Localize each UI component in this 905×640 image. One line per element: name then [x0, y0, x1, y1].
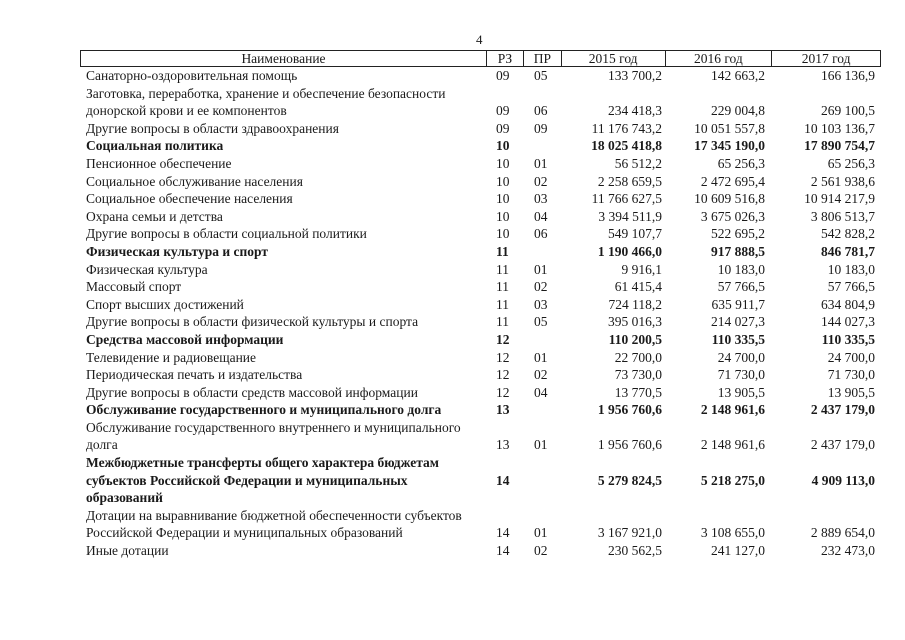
- row-rz: 13: [496, 402, 510, 418]
- row-2016: 24 700,0: [717, 349, 765, 365]
- table-row: [80, 225, 881, 243]
- row-2017: 2 889 654,0: [810, 525, 875, 541]
- row-pr: 06: [534, 103, 548, 119]
- row-2017: 10 183,0: [827, 261, 875, 277]
- table-row: [80, 296, 881, 314]
- table-row: [80, 349, 881, 367]
- row-pr: 01: [534, 525, 548, 541]
- row-2017: 4 909 113,0: [811, 472, 875, 488]
- table-row: [80, 85, 881, 120]
- row-rz: 10: [496, 191, 510, 207]
- table-row: [80, 454, 881, 507]
- row-2015: 234 418,3: [608, 103, 662, 119]
- row-rz: 14: [496, 543, 510, 559]
- row-pr: 02: [534, 543, 548, 559]
- row-2015: 230 562,5: [608, 543, 662, 559]
- row-rz: 10: [496, 138, 510, 154]
- table-row: [80, 366, 881, 384]
- row-pr: 02: [534, 367, 548, 383]
- row-pr: 03: [534, 296, 548, 312]
- row-2017: 144 027,3: [821, 314, 875, 330]
- table-row: [80, 137, 881, 155]
- row-2016: 917 888,5: [711, 243, 765, 259]
- row-2015: 1 190 466,0: [597, 243, 662, 259]
- row-pr: 02: [534, 279, 548, 295]
- row-2015: 395 016,3: [608, 314, 662, 330]
- row-2017: 24 700,0: [827, 349, 875, 365]
- header-name: Наименование: [81, 51, 487, 66]
- row-2015: 13 770,5: [614, 384, 662, 400]
- row-name: Иные дотации: [86, 543, 169, 559]
- table-row: [80, 401, 881, 419]
- row-2015: 73 730,0: [614, 367, 662, 383]
- row-rz: 11: [496, 279, 509, 295]
- row-rz: 11: [496, 314, 509, 330]
- table-row: [80, 120, 881, 138]
- row-name: Дотации на выравнивание бюджетной обеспеченности субъектов Российской Федерации и муниципальных образований: [86, 507, 462, 541]
- row-2015: 56 512,2: [614, 155, 662, 171]
- row-pr: 01: [534, 437, 548, 453]
- row-rz: 14: [496, 472, 510, 488]
- row-name: Другие вопросы в области физической культуры и спорта: [86, 314, 419, 330]
- header-pr: ПР: [524, 51, 562, 66]
- table-row: [80, 507, 881, 542]
- row-pr: 06: [534, 226, 548, 242]
- row-name: Социальная политика: [86, 138, 224, 154]
- table-row: [80, 67, 881, 85]
- row-2017: 166 136,9: [821, 68, 875, 83]
- row-name: Межбюджетные трансферты общего характера бюджетам субъектов Российской Федерации и муниципальных образований: [86, 455, 439, 506]
- row-pr: 02: [534, 173, 548, 189]
- row-rz: 09: [496, 120, 510, 136]
- budget-table: [80, 50, 881, 560]
- row-2017: 2 437 179,0: [810, 437, 875, 453]
- row-2016: 17 345 190,0: [694, 138, 765, 154]
- row-name: Заготовка, переработка, хранение и обеспечение безопасности донорской крови и ее компонентов: [86, 85, 446, 119]
- row-2016: 57 766,5: [717, 279, 765, 295]
- row-2015: 724 118,2: [608, 296, 662, 312]
- row-name: Социальное обслуживание населения: [86, 173, 303, 189]
- row-2015: 1 956 760,6: [597, 437, 662, 453]
- row-2015: 5 279 824,5: [597, 472, 662, 488]
- table-row: [80, 384, 881, 402]
- row-pr: 05: [534, 68, 548, 83]
- row-2017: 17 890 754,7: [804, 138, 875, 154]
- row-2017: 10 914 217,9: [804, 191, 875, 207]
- table-row: [80, 173, 881, 191]
- row-pr: 03: [534, 191, 548, 207]
- row-2016: 229 004,8: [711, 103, 765, 119]
- row-name: Физическая культура и спорт: [86, 243, 269, 259]
- row-rz: 09: [496, 103, 510, 119]
- row-2015: 61 415,4: [614, 279, 662, 295]
- row-2016: 13 905,5: [717, 384, 765, 400]
- row-2015: 3 394 511,9: [598, 208, 662, 224]
- row-name: Санаторно-оздоровительная помощь: [86, 68, 298, 83]
- page-number: 4: [476, 32, 483, 47]
- row-name: Средства массовой информации: [86, 331, 284, 347]
- row-name: Массовый спорт: [86, 279, 182, 295]
- table-row: [80, 331, 881, 349]
- row-2017: 2 437 179,0: [810, 402, 875, 418]
- row-pr: 05: [534, 314, 548, 330]
- table-body: [80, 67, 881, 560]
- row-2016: 214 027,3: [711, 314, 765, 330]
- row-2016: 10 609 516,8: [694, 191, 765, 207]
- row-2017: 232 473,0: [821, 543, 875, 559]
- row-rz: 10: [496, 208, 510, 224]
- row-rz: 12: [496, 384, 510, 400]
- row-rz: 10: [496, 173, 510, 189]
- table-row: [80, 190, 881, 208]
- row-2016: 65 256,3: [717, 155, 765, 171]
- row-pr: 04: [534, 384, 548, 400]
- row-2016: 2 148 961,6: [700, 402, 765, 418]
- row-2017: 269 100,5: [821, 103, 875, 119]
- table-row: [80, 278, 881, 296]
- row-rz: 12: [496, 367, 510, 383]
- row-name: Другие вопросы в области средств массовой информации: [86, 384, 418, 400]
- row-2016: 110 335,5: [711, 331, 765, 347]
- table-header: [80, 50, 881, 67]
- row-2015: 11 176 743,2: [591, 120, 662, 136]
- row-rz: 11: [496, 296, 509, 312]
- row-rz: 14: [496, 525, 510, 541]
- row-2017: 3 806 513,7: [810, 208, 875, 224]
- row-2015: 18 025 418,8: [591, 138, 662, 154]
- row-rz: 12: [496, 331, 510, 347]
- header-2015: 2015 год: [562, 51, 666, 66]
- row-2016: 10 051 557,8: [694, 120, 765, 136]
- row-2015: 3 167 921,0: [597, 525, 662, 541]
- row-2015: 22 700,0: [614, 349, 662, 365]
- row-2017: 634 804,9: [821, 296, 875, 312]
- row-2017: 2 561 938,6: [810, 173, 875, 189]
- table-row: [80, 155, 881, 173]
- row-pr: 01: [534, 155, 548, 171]
- row-name: Телевидение и радиовещание: [86, 349, 257, 365]
- row-2016: 71 730,0: [717, 367, 765, 383]
- table-row: [80, 243, 881, 261]
- table-row: [80, 208, 881, 226]
- header-2016: 2016 год: [666, 51, 773, 66]
- row-2016: 241 127,0: [711, 543, 765, 559]
- row-name: Пенсионное обеспечение: [86, 155, 232, 171]
- row-2016: 5 218 275,0: [700, 472, 765, 488]
- row-2015: 549 107,7: [608, 226, 662, 242]
- row-name: Спорт высших достижений: [86, 296, 244, 312]
- row-2016: 3 675 026,3: [700, 208, 765, 224]
- row-2017: 65 256,3: [827, 155, 875, 171]
- row-name: Периодическая печать и издательства: [86, 367, 303, 383]
- row-2015: 133 700,2: [608, 68, 662, 83]
- row-2016: 2 148 961,6: [700, 437, 765, 453]
- row-2015: 110 200,5: [608, 331, 662, 347]
- row-2016: 522 695,2: [711, 226, 765, 242]
- row-2016: 635 911,7: [711, 296, 765, 312]
- row-2015: 11 766 627,5: [591, 191, 662, 207]
- row-rz: 13: [496, 437, 510, 453]
- row-rz: 11: [496, 243, 509, 259]
- row-name: Обслуживание государственного и муниципального долга: [86, 402, 442, 418]
- row-rz: 10: [496, 155, 510, 171]
- row-pr: 01: [534, 261, 548, 277]
- table-row: [80, 542, 881, 560]
- row-rz: 09: [496, 68, 510, 83]
- row-2017: 846 781,7: [821, 243, 875, 259]
- table-row: [80, 419, 881, 454]
- row-rz: 11: [496, 261, 509, 277]
- row-2016: 2 472 695,4: [700, 173, 765, 189]
- row-2017: 110 335,5: [821, 331, 875, 347]
- table-row: [80, 261, 881, 279]
- row-2017: 71 730,0: [827, 367, 875, 383]
- row-2015: 2 258 659,5: [597, 173, 662, 189]
- row-2016: 3 108 655,0: [700, 525, 765, 541]
- row-rz: 10: [496, 226, 510, 242]
- header-rz: РЗ: [487, 51, 524, 66]
- row-rz: 12: [496, 349, 510, 365]
- row-name: Социальное обеспечение населения: [86, 191, 293, 207]
- header-2017: 2017 год: [801, 51, 851, 66]
- row-2016: 142 663,2: [711, 68, 765, 83]
- row-name: Другие вопросы в области социальной политики: [86, 226, 367, 242]
- row-2017: 542 828,2: [821, 226, 875, 242]
- row-name: Охрана семьи и детства: [86, 208, 223, 224]
- row-pr: 04: [534, 208, 548, 224]
- row-name: Другие вопросы в области здравоохранения: [86, 120, 339, 136]
- row-2017: 57 766,5: [827, 279, 875, 295]
- row-pr: 09: [534, 120, 548, 136]
- row-2015: 1 956 760,6: [597, 402, 662, 418]
- row-2017: 10 103 136,7: [804, 120, 875, 136]
- row-2016: 10 183,0: [717, 261, 765, 277]
- row-name: Физическая культура: [86, 261, 208, 277]
- row-2015: 9 916,1: [621, 261, 662, 277]
- row-pr: 01: [534, 349, 548, 365]
- row-name: Обслуживание государственного внутреннего и муниципального долга: [86, 419, 461, 453]
- row-2017: 13 905,5: [827, 384, 875, 400]
- table-row: [80, 313, 881, 331]
